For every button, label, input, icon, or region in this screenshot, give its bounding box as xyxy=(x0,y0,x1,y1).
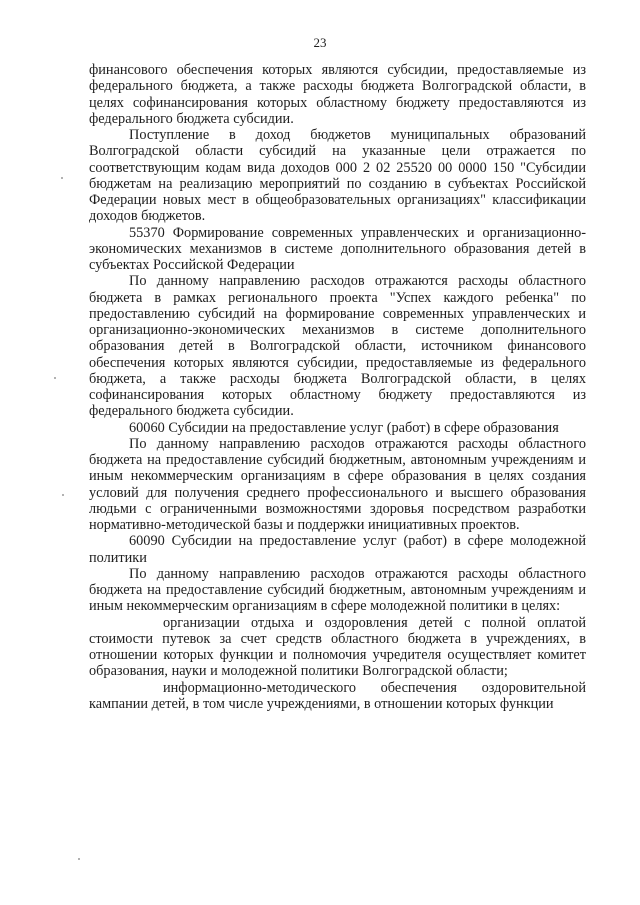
paragraph-code-55370-heading: 55370 Формирование современных управленческих и организационно-экономических механизмов в системе дополнительного образования детей в субъектах Российской Федерации xyxy=(89,224,586,273)
page-number: 23 xyxy=(313,35,327,50)
paragraph-revenue-receipt: Поступление в доход бюджетов муниципальных образований Волгоградской области субсидий на указанные цели отражается по соответствующим кодам вида доходов 000 2 02 25520 00 0000 150 "Субсидии бюджетам на реализацию мероприятий по созданию в субъектах Российской Федерации новых мест в общеобразовательных организациях" классификации доходов бюджетов. xyxy=(89,127,586,225)
scan-speck xyxy=(54,377,56,379)
paragraph-code-60090-description: По данному направлению расходов отражаются расходы областного бюджета на предоставление субсидий бюджетным, автономным учреждениям и иным некоммерческим организациям в сфере молодежной политики в целях: xyxy=(89,565,586,615)
paragraph-code-60060-heading: 60060 Субсидии на предоставление услуг (работ) в сфере образования xyxy=(129,419,559,436)
body-text xyxy=(89,62,586,712)
list-item-recreation: организации отдыха и оздоровления детей с полной оплатой стоимости путевок за счет средств областного бюджета в учреждениях, в отношении которых функции и полномочия учредителя осуществляет комитет образования, науки и молодежной политики Волгоградской области; xyxy=(89,614,586,680)
scan-speck xyxy=(78,858,80,860)
paragraph-code-60060-description: По данному направлению расходов отражаются расходы областного бюджета на предоставление субсидий бюджетным, автономным учреждениям и иным некоммерческим организациям в сфере образования в целях создания условий для получения среднего профессионального и высшего образования людьми с ограниченными возможностями здоровья посредством разработки нормативно-методической базы и поддержки инициативных проектов. xyxy=(89,435,586,533)
scan-speck xyxy=(61,177,63,179)
paragraph-code-55370-description: По данному направлению расходов отражаются расходы областного бюджета в рамках регионального проекта "Успех каждого ребенка" по предоставлению субсидий на формирование современных управленческих и организационно-экономических механизмов в системе дополнительного образования детей в Волгоградской области, источником финансового обеспечения которых являются субсидии, предоставляемые из федерального бюджета, а также расходы бюджета Волгоградской области, в целях софинансирования которых областному бюджету предоставляются из федерального бюджета субсидии. xyxy=(89,273,586,420)
paragraph-code-60090-heading: 60090 Субсидии на предоставление услуг (работ) в сфере молодежной политики xyxy=(89,533,586,566)
paragraph-continuation: финансового обеспечения которых являются субсидии, предоставляемые из федерального бюджета, а также расходы бюджета Волгоградской области, в целях софинансирования которых областному бюджету предоставляются из федерального бюджета субсидии. xyxy=(89,62,586,127)
list-item-methodical-support: информационно-методического обеспечения оздоровительной кампании детей, в том числе учреждениями, в отношении которых функции xyxy=(89,679,586,712)
scan-speck xyxy=(62,494,64,496)
